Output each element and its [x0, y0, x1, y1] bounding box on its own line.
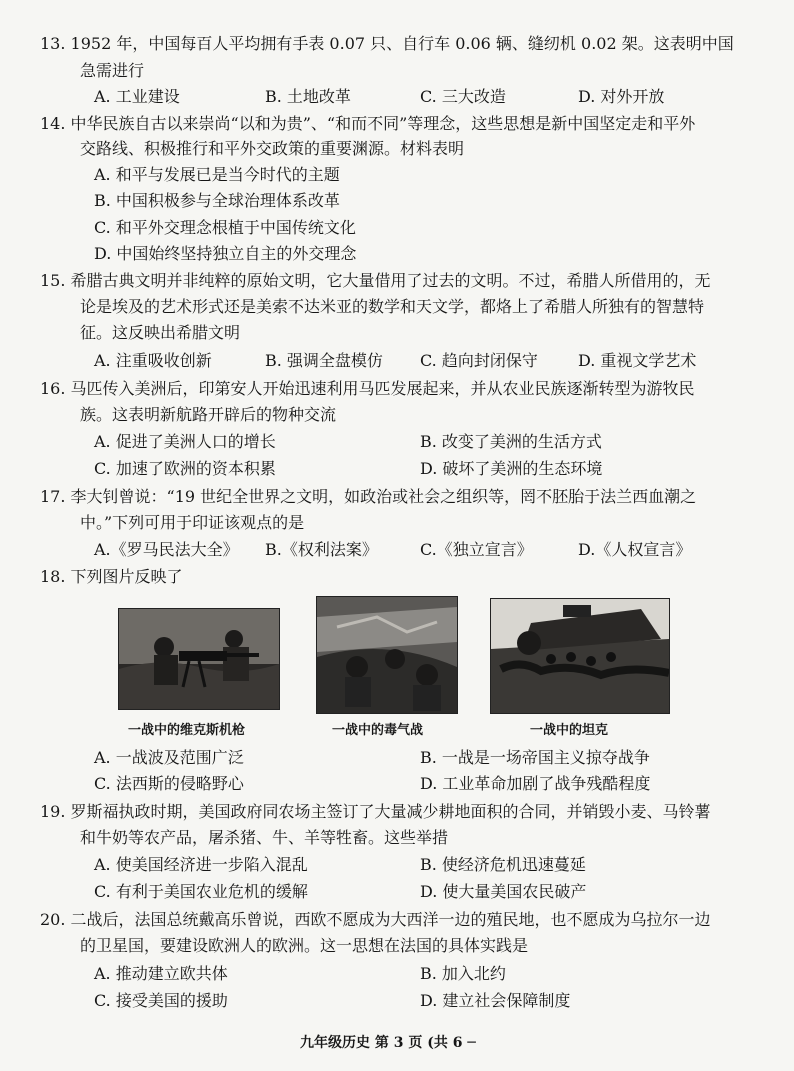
q20-option-c: C. 接受美国的援助	[94, 991, 228, 1010]
tank-scene-illustration	[491, 599, 669, 713]
photo-tank	[490, 598, 670, 714]
q18-option-d: D. 工业革命加剧了战争残酷程度	[420, 774, 651, 793]
q13-option-c: C. 三大改造	[420, 87, 506, 106]
q15-stem-line-3: 征。这反映出希腊文明	[80, 323, 241, 342]
q19-option-c: C. 有利于美国农业危机的缓解	[94, 882, 308, 901]
q15-option-a: A. 注重吸收创新	[94, 351, 212, 370]
q20-stem-line-1: 20. 二战后，法国总统戴高乐曾说，西欧不愿成为大西洋一边的殖民地，也不愿成为乌拉尔一边	[40, 910, 711, 929]
q19-option-b: B. 使经济危机迅速蔓延	[420, 855, 586, 874]
q17-option-b: B.《权利法案》	[265, 540, 378, 559]
caption-gas-warfare: 一战中的毒气战	[332, 723, 424, 738]
q13-option-b: B. 土地改革	[265, 87, 351, 106]
q16-option-c: C. 加速了欧洲的资本积累	[94, 459, 276, 478]
q16-option-d: D. 破坏了美洲的生态环境	[420, 459, 603, 478]
q20-option-a: A. 推动建立欧共体	[94, 964, 228, 983]
q14-stem-line-2: 交路线、积极推行和平外交政策的重要渊源。材料表明	[80, 139, 465, 158]
photo-gas-warfare	[316, 596, 458, 714]
q14-option-d: D. 中国始终坚持独立自主的外交理念	[94, 244, 357, 263]
q18-option-a: A. 一战波及范围广泛	[94, 748, 244, 767]
q14-option-b: B. 中国积极参与全球治理体系改革	[94, 191, 340, 210]
q17-option-c: C.《独立宣言》	[420, 540, 533, 559]
q16-stem-line-2: 族。这表明新航路开辟后的物种交流	[80, 405, 337, 424]
q14-option-c: C. 和平外交理念根植于中国传统文化	[94, 218, 356, 237]
q18-option-c: C. 法西斯的侵略野心	[94, 774, 244, 793]
q20-option-b: B. 加入北约	[420, 964, 506, 983]
q14-stem-line-1: 14. 中华民族自古以来崇尚“以和为贵”、“和而不同”等理念，这些思想是新中国坚定走和平外	[40, 114, 696, 133]
q20-stem-line-2: 的卫星国，要建设欧洲人的欧洲。这一思想在法国的具体实践是	[80, 936, 529, 955]
q16-option-a: A. 促进了美洲人口的增长	[94, 432, 276, 451]
q17-stem-line-1: 17. 李大钊曾说：“19 世纪全世界之文明，如政治或社会之组织等，罔不胚胎于法兰西血潮之	[40, 487, 697, 506]
q19-stem-line-1: 19. 罗斯福执政时期，美国政府同农场主签订了大量减少耕地面积的合同，并销毁小麦、马铃薯	[40, 802, 711, 821]
q13-option-a: A. 工业建设	[94, 87, 180, 106]
caption-machine-gun: 一战中的维克斯机枪	[128, 723, 246, 738]
q17-stem-line-2: 中。”下列可用于印证该观点的是	[80, 513, 305, 532]
q19-option-d: D. 使大量美国农民破产	[420, 882, 587, 901]
q16-option-b: B. 改变了美洲的生活方式	[420, 432, 602, 451]
gas-warfare-scene-illustration	[317, 597, 457, 713]
q16-stem-line-1: 16. 马匹传入美洲后，印第安人开始迅速利用马匹发展起来，并从农业民族逐渐转型为游牧民	[40, 379, 695, 398]
photo-vickers-machine-gun	[118, 608, 280, 710]
q14-option-a: A. 和平与发展已是当今时代的主题	[94, 165, 340, 184]
q13-option-d: D. 对外开放	[578, 87, 665, 106]
q13-stem-line-1: 13. 1952 年，中国每百人平均拥有手表 0.07 只、自行车 0.06 辆、缝纫机 0.02 架。这表明中国	[40, 34, 734, 53]
q17-option-d: D.《人权宣言》	[578, 540, 692, 559]
q15-option-d: D. 重视文学艺术	[578, 351, 697, 370]
q18-stem: 18. 下列图片反映了	[40, 567, 183, 586]
q15-option-b: B. 强调全盘模仿	[265, 351, 383, 370]
q15-option-c: C. 趋向封闭保守	[420, 351, 538, 370]
q19-stem-line-2: 和牛奶等农产品，屠杀猪、牛、羊等牲畜。这些举措	[80, 828, 449, 847]
q19-option-a: A. 使美国经济进一步陷入混乱	[94, 855, 308, 874]
q15-stem-line-1: 15. 希腊古典文明并非纯粹的原始文明，它大量借用了过去的文明。不过，希腊人所借用的，无	[40, 271, 711, 290]
caption-tank: 一战中的坦克	[530, 723, 609, 738]
machine-gun-scene-illustration	[119, 609, 279, 709]
q13-stem-line-2: 急需进行	[80, 61, 145, 80]
q15-stem-line-2: 论是埃及的艺术形式还是美索不达米亚的数学和天文学，都烙上了希腊人所独有的智慧特	[80, 297, 705, 316]
page-footer: 九年级历史 第 3 页 (共 6 ─	[300, 1035, 476, 1051]
q18-option-b: B. 一战是一场帝国主义掠夺战争	[420, 748, 650, 767]
q20-option-d: D. 建立社会保障制度	[420, 991, 571, 1010]
q17-option-a: A.《罗马民法大全》	[94, 540, 239, 559]
